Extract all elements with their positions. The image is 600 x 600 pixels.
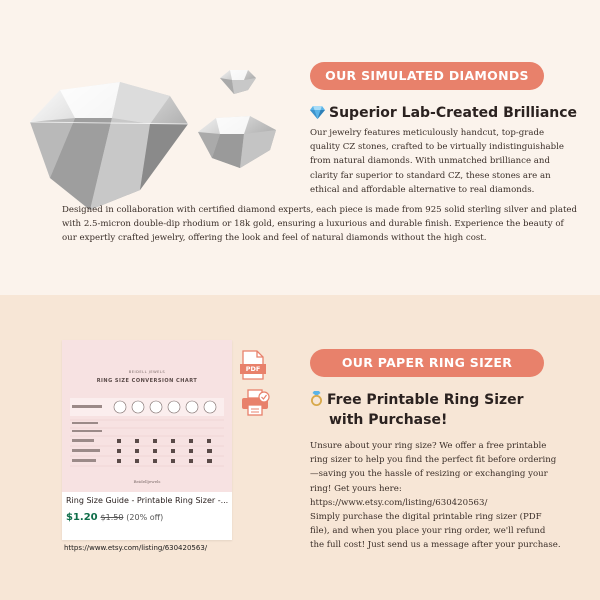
text-line: file), and when you place your ring order, we'll refund <box>310 526 546 537</box>
diamonds-intro-text <box>310 126 590 197</box>
original-price: $1.50 <box>100 513 124 522</box>
ring-sizer-heading-text: Free Printable Ring Sizer <box>327 392 524 408</box>
listing-title[interactable]: Ring Size Guide - Printable Ring Sizer -... <box>66 496 229 505</box>
text-line: the full cost! Just send us a message after your purchase. <box>310 540 561 551</box>
chart-table-graphic <box>62 392 232 472</box>
chart-brand: BEIDELL JEWELS <box>128 370 166 374</box>
heading-line: with Purchase! <box>329 412 448 428</box>
diamonds-heading-text: Superior Lab-Created Brilliance <box>329 105 578 121</box>
text-line: Unsure about your ring size? We offer a free printable <box>310 441 547 451</box>
diamonds-section <box>0 0 600 295</box>
simulated-diamonds-badge: OUR SIMULATED DIAMONDS <box>310 62 544 90</box>
text-line: our expertly crafted jewelry, offering the look and feel of natural diamonds without the high cost. <box>62 233 487 244</box>
small-diamond <box>220 70 256 94</box>
text-line: Simply purchase the digital printable ring sizer (PDF <box>310 512 542 523</box>
text-line: —saving you the hassle of resizing or exchanging your <box>310 469 548 480</box>
ring-icon <box>310 391 323 411</box>
diamonds-detail-text <box>62 203 592 246</box>
pdf-label: PDF <box>245 365 261 373</box>
listing-url-caption[interactable]: https://www.etsy.com/listing/630420563/ <box>64 544 208 552</box>
listing-price <box>66 512 163 523</box>
paper-ring-sizer-badge: OUR PAPER RING SIZER <box>310 349 544 377</box>
current-price: $1.20 <box>66 512 98 523</box>
text-line: from natural diamonds. With unmatched brilliance and <box>310 156 550 167</box>
ring-sizer-listing-card[interactable] <box>62 340 232 540</box>
discount-label: (20% off) <box>126 513 164 522</box>
heading-line <box>310 391 590 411</box>
diamonds-illustration <box>20 60 290 220</box>
medium-diamond <box>198 116 276 168</box>
ring-sizer-text <box>310 439 595 553</box>
large-diamond <box>30 82 188 210</box>
pdf-file-icon <box>240 350 266 380</box>
text-line: Our jewelry features meticulously handcut, top-grade <box>310 128 545 138</box>
chart-title: RING SIZE CONVERSION CHART <box>96 378 198 384</box>
diamonds-heading <box>310 104 577 124</box>
text-line: ring sizer to help you find the perfect fit before ordering <box>310 455 557 466</box>
gem-icon <box>310 106 325 124</box>
text-line: ring! Get yours here: <box>310 483 402 494</box>
ring-size-chart-image <box>62 340 232 492</box>
text-line: clarity far superior to standard CZ, these stones are an <box>310 170 551 181</box>
text-line: with 2.5-micron double-dip rhodium or 18k gold, ensuring a luxurious and durable finish. Experience the beauty of <box>62 219 564 230</box>
ring-sizer-heading <box>310 391 590 429</box>
text-line: quality CZ stones, crafted to be virtually indistinguishable <box>310 142 564 153</box>
printer-icon <box>240 389 270 417</box>
text-line: ethical and affordable alternative to real diamonds. <box>310 184 535 195</box>
etsy-link[interactable]: https://www.etsy.com/listing/630420563/ <box>310 497 488 508</box>
chart-footer: Beidelljewels <box>133 479 161 484</box>
text-line: Designed in collaboration with certified diamond experts, each piece is made from 925 solid sterling silver and plated <box>62 205 578 215</box>
